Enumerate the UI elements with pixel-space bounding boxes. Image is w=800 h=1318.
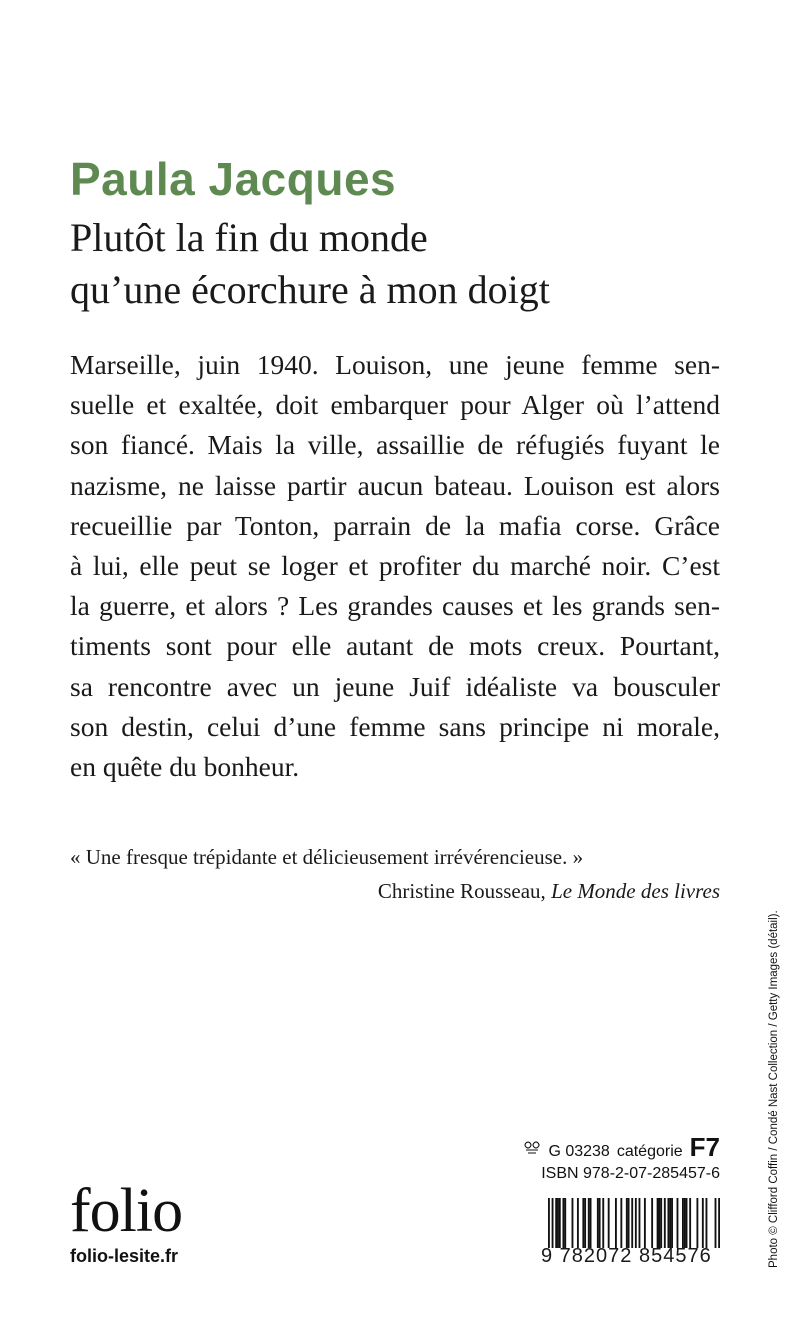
review-source [378, 876, 720, 906]
barcode-bar [718, 1198, 720, 1248]
barcode-bar [602, 1198, 604, 1248]
barcode-bar [664, 1198, 666, 1248]
barcode-bar [588, 1198, 590, 1248]
category-label: catégorie [616, 1143, 683, 1160]
blurb-line: à lui, elle peut se loger et profiter du marché noir. C’est [70, 550, 720, 582]
barcode-bar [639, 1198, 641, 1248]
category-code: F7 [689, 1132, 720, 1162]
review-quote: « Une fresque trépidante et délicieusement irrévérencieuse. » [70, 845, 584, 869]
barcode-bar [715, 1198, 717, 1248]
blurb-line: Marseille, juin 1940. Louison, une jeune femme sen- [70, 349, 720, 380]
blurb-line: la guerre, et alors ? Les grandes causes et les grands sen- [70, 590, 720, 622]
barcode-bar [631, 1198, 633, 1248]
barcode-bar [608, 1198, 610, 1248]
product-info [523, 1132, 720, 1183]
back-cover-blurb [70, 345, 720, 787]
barcode-bar [572, 1198, 574, 1248]
barcode-bar [671, 1198, 673, 1248]
barcode-bar [682, 1198, 684, 1248]
blurb-line: son destin, celui d’une femme sans principe ni morale, [70, 710, 720, 742]
blurb-line: timents sont pour elle autant de mots creux. Pourtant, [70, 630, 720, 662]
barcode-bar [564, 1198, 566, 1248]
blurb-line: son fiancé. Mais la ville, assaillie de réfugiés fuyant le [70, 429, 720, 461]
barcode-bar [684, 1198, 686, 1248]
barcode-bar [599, 1198, 601, 1248]
barcode-bar [590, 1198, 592, 1248]
barcode-bar [651, 1198, 653, 1248]
barcode-bar [667, 1198, 669, 1248]
barcode-bar [702, 1198, 704, 1248]
barcode-bar [677, 1198, 679, 1248]
isbn: ISBN 978-2-07-285457-6 [541, 1165, 720, 1182]
blurb-line: nazisme, ne laisse partir aucun bateau. Louison est alors [70, 469, 720, 501]
barcode-bar [669, 1198, 671, 1248]
author-name: Paula Jacques [70, 153, 397, 205]
blurb-line: en quête du bonheur. [70, 751, 300, 783]
barcode-bar [552, 1198, 554, 1248]
catalog-reference: G 03238 [548, 1143, 610, 1160]
barcode-bar [620, 1198, 622, 1248]
barcode-bar [658, 1198, 660, 1248]
barcode-bar [657, 1198, 659, 1248]
barcode-bar [706, 1198, 708, 1248]
gallimard-seal-icon [523, 1140, 541, 1156]
blurb-line: sa rencontre avec un jeune Juif idéaliste va bousculer [70, 670, 720, 702]
barcode-bar [689, 1198, 691, 1248]
barcode-bar [555, 1198, 557, 1248]
photo-credit: Photo © Clifford Coffin / Condé Nast Collection / Getty Images (détail). [768, 910, 780, 1268]
barcode-bar [644, 1198, 646, 1248]
barcode-bar [582, 1198, 584, 1248]
barcode-bar [615, 1198, 617, 1248]
barcode-bar [577, 1198, 579, 1248]
folio-logo: folio [70, 1177, 183, 1245]
publisher-website[interactable]: folio-lesite.fr [70, 1246, 179, 1266]
barcode-bar [626, 1198, 628, 1248]
reviewer-name: Christine Rousseau, [377, 879, 546, 903]
barcode-bar [562, 1198, 564, 1248]
barcode-bar [686, 1198, 688, 1248]
book-title [70, 212, 550, 316]
book-title-line: Plutôt la fin du monde [70, 215, 428, 260]
category-line [523, 1132, 720, 1163]
blurb-line: suelle et exaltée, doit embarquer pour Alger où l’attend [70, 389, 720, 421]
barcode-bar [660, 1198, 662, 1248]
barcode-bar [597, 1198, 599, 1248]
review-publication: Le Monde des livres [551, 879, 720, 903]
barcode-bar [628, 1198, 630, 1248]
barcode-bar [635, 1198, 637, 1248]
isbn-barcode [548, 1198, 720, 1248]
barcode-number: 9 782072 854576 [541, 1245, 712, 1267]
blurb-line: recueillie par Tonton, parrain de la mafia corse. Grâce [70, 509, 720, 541]
book-title-line: qu’une écorchure à mon doigt [70, 267, 550, 312]
barcode-bar [557, 1198, 559, 1248]
barcode-bar [548, 1198, 550, 1248]
barcode-bar [559, 1198, 561, 1248]
barcode-bar [696, 1198, 698, 1248]
barcode-bar [584, 1198, 586, 1248]
